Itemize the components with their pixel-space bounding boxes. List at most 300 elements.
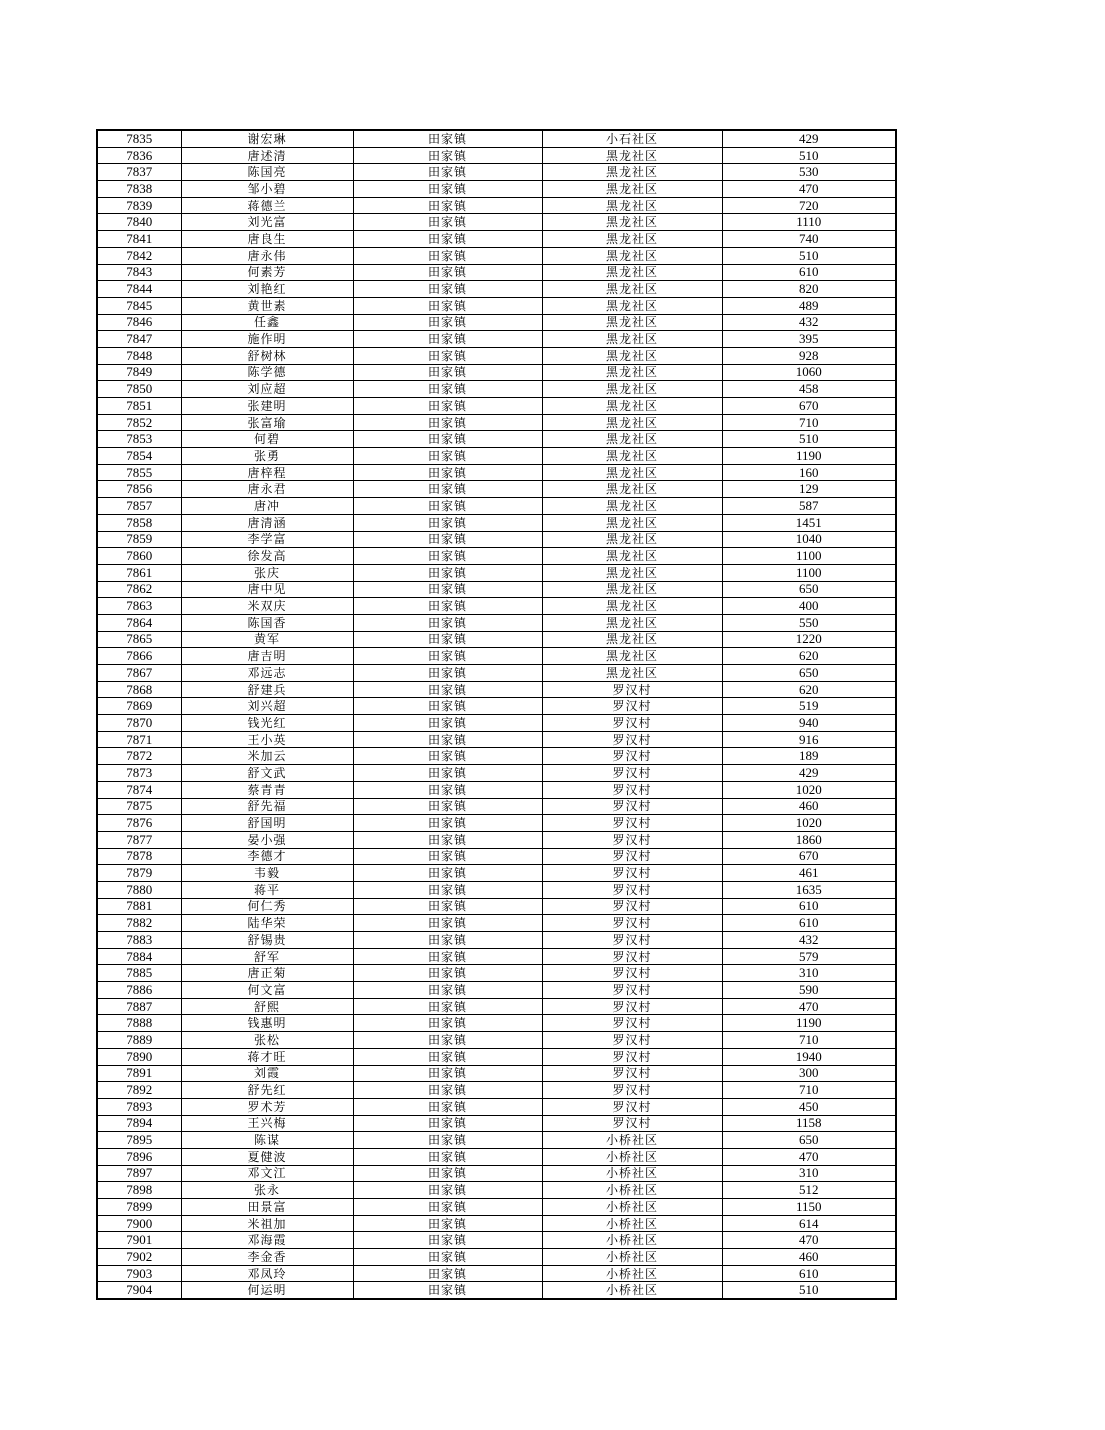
- table-row: [97, 1199, 896, 1216]
- name-cell: 刘兴超: [181, 698, 353, 715]
- name-cell: 邓凤玲: [181, 1265, 353, 1282]
- town-cell: 田家镇: [353, 648, 542, 665]
- row-number-cell: 7863: [97, 598, 181, 615]
- table-row: [97, 1048, 896, 1065]
- community-cell: 黑龙社区: [542, 164, 722, 181]
- town-cell: 田家镇: [353, 130, 542, 147]
- table-row: [97, 798, 896, 815]
- amount-cell: 510: [722, 147, 896, 164]
- row-number-cell: 7877: [97, 831, 181, 848]
- amount-cell: 1040: [722, 531, 896, 548]
- name-cell: 唐良生: [181, 231, 353, 248]
- row-number-cell: 7858: [97, 514, 181, 531]
- town-cell: 田家镇: [353, 1199, 542, 1216]
- amount-cell: 650: [722, 665, 896, 682]
- table-row: [97, 715, 896, 732]
- community-cell: 黑龙社区: [542, 648, 722, 665]
- name-cell: 邓海霞: [181, 1232, 353, 1249]
- table-row: [97, 865, 896, 882]
- town-cell: 田家镇: [353, 915, 542, 932]
- town-cell: 田家镇: [353, 1148, 542, 1165]
- community-cell: 黑龙社区: [542, 247, 722, 264]
- community-cell: 罗汉村: [542, 815, 722, 832]
- amount-cell: 1860: [722, 831, 896, 848]
- amount-cell: 470: [722, 181, 896, 198]
- community-cell: 黑龙社区: [542, 631, 722, 648]
- table-row: [97, 1015, 896, 1032]
- community-cell: 罗汉村: [542, 748, 722, 765]
- table-row: [97, 698, 896, 715]
- amount-cell: 432: [722, 932, 896, 949]
- community-cell: 黑龙社区: [542, 214, 722, 231]
- table-row: [97, 948, 896, 965]
- row-number-cell: 7894: [97, 1115, 181, 1132]
- community-cell: 黑龙社区: [542, 614, 722, 631]
- table-row: [97, 932, 896, 949]
- town-cell: 田家镇: [353, 231, 542, 248]
- name-cell: 韦毅: [181, 865, 353, 882]
- community-cell: 黑龙社区: [542, 181, 722, 198]
- amount-cell: 1940: [722, 1048, 896, 1065]
- table-row: [97, 1182, 896, 1199]
- amount-cell: 460: [722, 798, 896, 815]
- town-cell: 田家镇: [353, 364, 542, 381]
- amount-cell: 510: [722, 431, 896, 448]
- town-cell: 田家镇: [353, 681, 542, 698]
- town-cell: 田家镇: [353, 1065, 542, 1082]
- name-cell: 何碧: [181, 431, 353, 448]
- town-cell: 田家镇: [353, 631, 542, 648]
- amount-cell: 1150: [722, 1199, 896, 1216]
- table-row: [97, 414, 896, 431]
- amount-cell: 300: [722, 1065, 896, 1082]
- amount-cell: 129: [722, 481, 896, 498]
- amount-cell: 395: [722, 331, 896, 348]
- town-cell: 田家镇: [353, 1265, 542, 1282]
- town-cell: 田家镇: [353, 848, 542, 865]
- table-row: [97, 1098, 896, 1115]
- name-cell: 邓文江: [181, 1165, 353, 1182]
- table-row: [97, 297, 896, 314]
- row-number-cell: 7873: [97, 765, 181, 782]
- name-cell: 陈国香: [181, 614, 353, 631]
- table-row: [97, 614, 896, 631]
- table-row: [97, 681, 896, 698]
- town-cell: 田家镇: [353, 1215, 542, 1232]
- town-cell: 田家镇: [353, 581, 542, 598]
- amount-cell: 928: [722, 347, 896, 364]
- town-cell: 田家镇: [353, 614, 542, 631]
- name-cell: 唐中见: [181, 581, 353, 598]
- community-cell: 小桥社区: [542, 1182, 722, 1199]
- name-cell: 蒋才旺: [181, 1048, 353, 1065]
- amount-cell: 820: [722, 281, 896, 298]
- community-cell: 罗汉村: [542, 831, 722, 848]
- name-cell: 唐永君: [181, 481, 353, 498]
- table-row: [97, 731, 896, 748]
- community-cell: 黑龙社区: [542, 564, 722, 581]
- name-cell: 何素芳: [181, 264, 353, 281]
- name-cell: 何运明: [181, 1282, 353, 1299]
- table-row: [97, 498, 896, 515]
- town-cell: 田家镇: [353, 164, 542, 181]
- amount-cell: 461: [722, 865, 896, 882]
- amount-cell: 432: [722, 314, 896, 331]
- table-row: [97, 481, 896, 498]
- name-cell: 张庆: [181, 564, 353, 581]
- row-number-cell: 7865: [97, 631, 181, 648]
- amount-cell: 470: [722, 998, 896, 1015]
- community-cell: 罗汉村: [542, 698, 722, 715]
- amount-cell: 1158: [722, 1115, 896, 1132]
- table-row: [97, 1132, 896, 1149]
- table-row: [97, 314, 896, 331]
- name-cell: 黄军: [181, 631, 353, 648]
- name-cell: 张永: [181, 1182, 353, 1199]
- community-cell: 小桥社区: [542, 1232, 722, 1249]
- name-cell: 舒国明: [181, 815, 353, 832]
- name-cell: 邹小碧: [181, 181, 353, 198]
- community-cell: 罗汉村: [542, 848, 722, 865]
- community-cell: 黑龙社区: [542, 398, 722, 415]
- table-row: [97, 531, 896, 548]
- table-row: [97, 281, 896, 298]
- row-number-cell: 7871: [97, 731, 181, 748]
- table-row: [97, 781, 896, 798]
- town-cell: 田家镇: [353, 815, 542, 832]
- town-cell: 田家镇: [353, 898, 542, 915]
- community-cell: 罗汉村: [542, 798, 722, 815]
- town-cell: 田家镇: [353, 1115, 542, 1132]
- table-row: [97, 514, 896, 531]
- name-cell: 唐清涵: [181, 514, 353, 531]
- town-cell: 田家镇: [353, 731, 542, 748]
- amount-cell: 512: [722, 1182, 896, 1199]
- community-cell: 黑龙社区: [542, 264, 722, 281]
- row-number-cell: 7899: [97, 1199, 181, 1216]
- community-cell: 黑龙社区: [542, 364, 722, 381]
- name-cell: 舒建兵: [181, 681, 353, 698]
- amount-cell: 670: [722, 398, 896, 415]
- row-number-cell: 7881: [97, 898, 181, 915]
- table-row: [97, 1082, 896, 1099]
- name-cell: 陈国亮: [181, 164, 353, 181]
- name-cell: 舒树林: [181, 347, 353, 364]
- name-cell: 田景富: [181, 1199, 353, 1216]
- row-number-cell: 7872: [97, 748, 181, 765]
- name-cell: 王兴梅: [181, 1115, 353, 1132]
- town-cell: 田家镇: [353, 965, 542, 982]
- name-cell: 张建明: [181, 398, 353, 415]
- name-cell: 钱光红: [181, 715, 353, 732]
- table-row: [97, 147, 896, 164]
- name-cell: 晏小强: [181, 831, 353, 848]
- table-row: [97, 1215, 896, 1232]
- name-cell: 舒熙: [181, 998, 353, 1015]
- table-row: [97, 1065, 896, 1082]
- name-cell: 陆华荣: [181, 915, 353, 932]
- amount-cell: 519: [722, 698, 896, 715]
- row-number-cell: 7859: [97, 531, 181, 548]
- row-number-cell: 7855: [97, 464, 181, 481]
- amount-cell: 650: [722, 1132, 896, 1149]
- table-row: [97, 598, 896, 615]
- row-number-cell: 7896: [97, 1148, 181, 1165]
- table-row: [97, 130, 896, 147]
- table-row: [97, 965, 896, 982]
- amount-cell: 530: [722, 164, 896, 181]
- name-cell: 陈谋: [181, 1132, 353, 1149]
- row-number-cell: 7901: [97, 1232, 181, 1249]
- name-cell: 唐吉明: [181, 648, 353, 665]
- row-number-cell: 7879: [97, 865, 181, 882]
- town-cell: 田家镇: [353, 1232, 542, 1249]
- town-cell: 田家镇: [353, 431, 542, 448]
- name-cell: 陈学德: [181, 364, 353, 381]
- name-cell: 蒋德兰: [181, 197, 353, 214]
- table-row: [97, 815, 896, 832]
- name-cell: 刘艳红: [181, 281, 353, 298]
- town-cell: 田家镇: [353, 197, 542, 214]
- community-cell: 罗汉村: [542, 982, 722, 999]
- row-number-cell: 7852: [97, 414, 181, 431]
- name-cell: 蒋平: [181, 881, 353, 898]
- community-cell: 黑龙社区: [542, 531, 722, 548]
- town-cell: 田家镇: [353, 448, 542, 465]
- town-cell: 田家镇: [353, 381, 542, 398]
- community-cell: 罗汉村: [542, 1015, 722, 1032]
- amount-cell: 1060: [722, 364, 896, 381]
- amount-cell: 1100: [722, 548, 896, 565]
- community-cell: 罗汉村: [542, 1082, 722, 1099]
- table-row: [97, 564, 896, 581]
- amount-cell: 670: [722, 848, 896, 865]
- row-number-cell: 7864: [97, 614, 181, 631]
- amount-cell: 550: [722, 614, 896, 631]
- amount-cell: 470: [722, 1148, 896, 1165]
- community-cell: 黑龙社区: [542, 448, 722, 465]
- town-cell: 田家镇: [353, 1132, 542, 1149]
- town-cell: 田家镇: [353, 331, 542, 348]
- row-number-cell: 7897: [97, 1165, 181, 1182]
- row-number-cell: 7875: [97, 798, 181, 815]
- community-cell: 黑龙社区: [542, 665, 722, 682]
- name-cell: 刘霞: [181, 1065, 353, 1082]
- row-number-cell: 7860: [97, 548, 181, 565]
- community-cell: 黑龙社区: [542, 231, 722, 248]
- town-cell: 田家镇: [353, 531, 542, 548]
- town-cell: 田家镇: [353, 247, 542, 264]
- town-cell: 田家镇: [353, 932, 542, 949]
- row-number-cell: 7862: [97, 581, 181, 598]
- amount-cell: 650: [722, 581, 896, 598]
- name-cell: 米加云: [181, 748, 353, 765]
- row-number-cell: 7836: [97, 147, 181, 164]
- row-number-cell: 7882: [97, 915, 181, 932]
- row-number-cell: 7837: [97, 164, 181, 181]
- town-cell: 田家镇: [353, 1249, 542, 1266]
- community-cell: 黑龙社区: [542, 197, 722, 214]
- table-row: [97, 998, 896, 1015]
- town-cell: 田家镇: [353, 982, 542, 999]
- amount-cell: 1100: [722, 564, 896, 581]
- table-row: [97, 765, 896, 782]
- table-row: [97, 1232, 896, 1249]
- community-cell: 黑龙社区: [542, 414, 722, 431]
- row-number-cell: 7853: [97, 431, 181, 448]
- table-row: [97, 431, 896, 448]
- row-number-cell: 7895: [97, 1132, 181, 1149]
- town-cell: 田家镇: [353, 1098, 542, 1115]
- amount-cell: 429: [722, 765, 896, 782]
- table-row: [97, 1115, 896, 1132]
- name-cell: 施作明: [181, 331, 353, 348]
- name-cell: 舒锡贵: [181, 932, 353, 949]
- amount-cell: 710: [722, 414, 896, 431]
- table-row: [97, 364, 896, 381]
- amount-cell: 720: [722, 197, 896, 214]
- name-cell: 李德才: [181, 848, 353, 865]
- community-cell: 小桥社区: [542, 1132, 722, 1149]
- row-number-cell: 7892: [97, 1082, 181, 1099]
- community-cell: 黑龙社区: [542, 581, 722, 598]
- amount-cell: 470: [722, 1232, 896, 1249]
- table-row: [97, 848, 896, 865]
- community-cell: 黑龙社区: [542, 514, 722, 531]
- name-cell: 张勇: [181, 448, 353, 465]
- row-number-cell: 7857: [97, 498, 181, 515]
- name-cell: 任鑫: [181, 314, 353, 331]
- name-cell: 刘应超: [181, 381, 353, 398]
- community-cell: 罗汉村: [542, 1065, 722, 1082]
- amount-cell: 1020: [722, 781, 896, 798]
- town-cell: 田家镇: [353, 715, 542, 732]
- town-cell: 田家镇: [353, 464, 542, 481]
- table-row: [97, 1032, 896, 1049]
- amount-cell: 450: [722, 1098, 896, 1115]
- amount-cell: 429: [722, 130, 896, 147]
- community-cell: 小桥社区: [542, 1282, 722, 1299]
- community-cell: 黑龙社区: [542, 314, 722, 331]
- amount-cell: 710: [722, 1032, 896, 1049]
- amount-cell: 610: [722, 898, 896, 915]
- name-cell: 张松: [181, 1032, 353, 1049]
- town-cell: 田家镇: [353, 481, 542, 498]
- row-number-cell: 7890: [97, 1048, 181, 1065]
- amount-cell: 510: [722, 1282, 896, 1299]
- table-row: [97, 881, 896, 898]
- town-cell: 田家镇: [353, 347, 542, 364]
- community-cell: 黑龙社区: [542, 281, 722, 298]
- town-cell: 田家镇: [353, 181, 542, 198]
- row-number-cell: 7845: [97, 297, 181, 314]
- community-cell: 小桥社区: [542, 1215, 722, 1232]
- community-cell: 罗汉村: [542, 865, 722, 882]
- community-cell: 罗汉村: [542, 765, 722, 782]
- amount-cell: 1451: [722, 514, 896, 531]
- town-cell: 田家镇: [353, 264, 542, 281]
- amount-cell: 614: [722, 1215, 896, 1232]
- row-number-cell: 7904: [97, 1282, 181, 1299]
- town-cell: 田家镇: [353, 1048, 542, 1065]
- community-cell: 黑龙社区: [542, 598, 722, 615]
- community-cell: 小石社区: [542, 130, 722, 147]
- community-cell: 黑龙社区: [542, 147, 722, 164]
- community-cell: 小桥社区: [542, 1165, 722, 1182]
- table-row: [97, 982, 896, 999]
- community-cell: 黑龙社区: [542, 464, 722, 481]
- amount-cell: 1190: [722, 448, 896, 465]
- amount-cell: 310: [722, 1165, 896, 1182]
- community-cell: 黑龙社区: [542, 347, 722, 364]
- name-cell: 唐冲: [181, 498, 353, 515]
- row-number-cell: 7849: [97, 364, 181, 381]
- row-number-cell: 7876: [97, 815, 181, 832]
- name-cell: 李学富: [181, 531, 353, 548]
- name-cell: 舒先福: [181, 798, 353, 815]
- row-number-cell: 7870: [97, 715, 181, 732]
- community-cell: 罗汉村: [542, 1115, 722, 1132]
- amount-cell: 1110: [722, 214, 896, 231]
- town-cell: 田家镇: [353, 865, 542, 882]
- name-cell: 米双庆: [181, 598, 353, 615]
- name-cell: 舒军: [181, 948, 353, 965]
- amount-cell: 610: [722, 1265, 896, 1282]
- table-row: [97, 214, 896, 231]
- row-number-cell: 7884: [97, 948, 181, 965]
- name-cell: 唐永伟: [181, 247, 353, 264]
- name-cell: 张富瑜: [181, 414, 353, 431]
- amount-cell: 1635: [722, 881, 896, 898]
- community-cell: 黑龙社区: [542, 481, 722, 498]
- row-number-cell: 7851: [97, 398, 181, 415]
- row-number-cell: 7867: [97, 665, 181, 682]
- amount-cell: 620: [722, 681, 896, 698]
- town-cell: 田家镇: [353, 297, 542, 314]
- table-row: [97, 548, 896, 565]
- town-cell: 田家镇: [353, 665, 542, 682]
- community-cell: 黑龙社区: [542, 381, 722, 398]
- table-row: [97, 631, 896, 648]
- town-cell: 田家镇: [353, 498, 542, 515]
- row-number-cell: 7866: [97, 648, 181, 665]
- amount-cell: 458: [722, 381, 896, 398]
- table-row: [97, 347, 896, 364]
- name-cell: 唐梓程: [181, 464, 353, 481]
- name-cell: 何文富: [181, 982, 353, 999]
- table-row: [97, 448, 896, 465]
- town-cell: 田家镇: [353, 1015, 542, 1032]
- town-cell: 田家镇: [353, 398, 542, 415]
- row-number-cell: 7835: [97, 130, 181, 147]
- amount-cell: 916: [722, 731, 896, 748]
- table-row: [97, 748, 896, 765]
- row-number-cell: 7841: [97, 231, 181, 248]
- town-cell: 田家镇: [353, 1182, 542, 1199]
- table-row: [97, 1165, 896, 1182]
- amount-cell: 610: [722, 915, 896, 932]
- table-row: [97, 831, 896, 848]
- town-cell: 田家镇: [353, 948, 542, 965]
- community-cell: 罗汉村: [542, 1048, 722, 1065]
- table-row: [97, 915, 896, 932]
- row-number-cell: 7869: [97, 698, 181, 715]
- town-cell: 田家镇: [353, 748, 542, 765]
- row-number-cell: 7883: [97, 932, 181, 949]
- row-number-cell: 7903: [97, 1265, 181, 1282]
- amount-cell: 510: [722, 247, 896, 264]
- row-number-cell: 7840: [97, 214, 181, 231]
